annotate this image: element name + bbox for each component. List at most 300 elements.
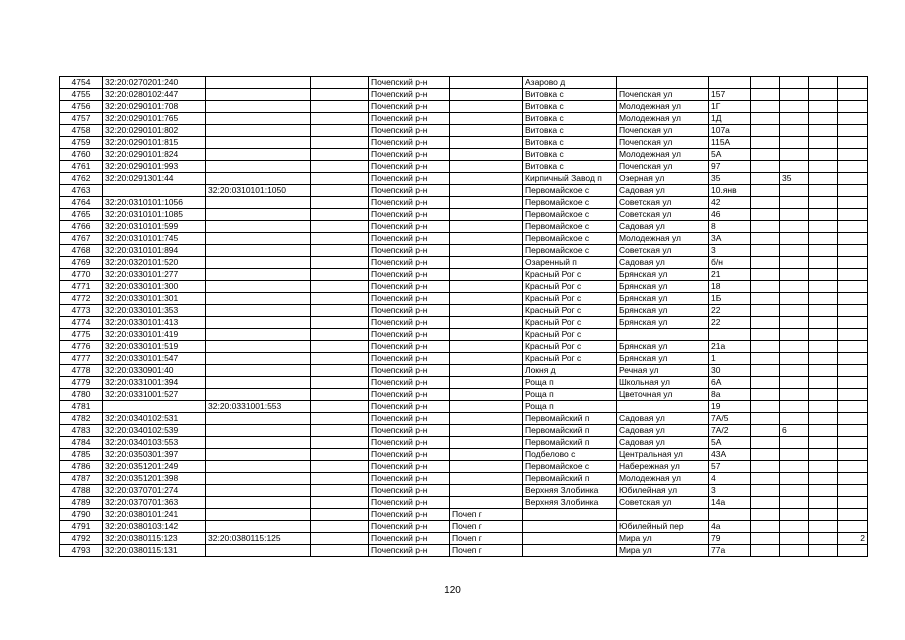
table-cell [809, 509, 838, 521]
table-cell [780, 497, 809, 509]
table-cell [809, 269, 838, 281]
table-cell [838, 233, 868, 245]
table-cell [780, 197, 809, 209]
table-cell [751, 293, 780, 305]
table-cell: 4763 [60, 185, 103, 197]
table-cell: Первомайское с [523, 233, 617, 245]
table-cell: Роща п [523, 401, 617, 413]
table-cell [450, 353, 523, 365]
table-cell: 32:20:0380115:125 [206, 533, 311, 545]
table-cell [206, 245, 311, 257]
table-cell [450, 269, 523, 281]
table-cell [450, 209, 523, 221]
table-cell [780, 269, 809, 281]
table-cell [206, 173, 311, 185]
table-cell [206, 413, 311, 425]
table-row [60, 77, 868, 89]
table-cell: Красный Рог с [523, 305, 617, 317]
table-cell: 8а [709, 389, 751, 401]
table-cell [751, 437, 780, 449]
table-cell [838, 77, 868, 89]
table-cell: 32:20:0330101:413 [103, 317, 206, 329]
table-cell: Центральная ул [617, 449, 709, 461]
table-cell: Почепский р-н [369, 425, 450, 437]
table-cell [751, 545, 780, 557]
table-cell [450, 305, 523, 317]
table-cell [838, 317, 868, 329]
table-row [60, 341, 868, 353]
table-cell [780, 485, 809, 497]
table-cell: Почеп г [450, 533, 523, 545]
table-cell [311, 317, 369, 329]
table-cell [206, 341, 311, 353]
table-cell [780, 221, 809, 233]
table-cell [206, 161, 311, 173]
table-cell [311, 497, 369, 509]
table-cell [809, 353, 838, 365]
table-cell [311, 173, 369, 185]
table-body [60, 77, 868, 557]
table-cell: Почепский р-н [369, 413, 450, 425]
table-row [60, 161, 868, 173]
table-cell: 18 [709, 281, 751, 293]
table-cell: 32:20:0290101:765 [103, 113, 206, 125]
table-cell [206, 425, 311, 437]
table-cell: 32:20:0380115:123 [103, 533, 206, 545]
table-cell [523, 521, 617, 533]
table-row [60, 101, 868, 113]
table-cell [780, 125, 809, 137]
table-cell [450, 437, 523, 449]
table-cell: 32:20:0280102:447 [103, 89, 206, 101]
table-cell: Брянская ул [617, 317, 709, 329]
table-cell [780, 461, 809, 473]
table-cell [838, 509, 868, 521]
table-cell [617, 329, 709, 341]
table-cell [617, 509, 709, 521]
table-cell [838, 197, 868, 209]
table-cell [751, 461, 780, 473]
table-row [60, 521, 868, 533]
table-cell: 4757 [60, 113, 103, 125]
table-cell [206, 365, 311, 377]
table-cell: Подбелово с [523, 449, 617, 461]
table-cell: Почепский р-н [369, 137, 450, 149]
table-cell: 32:20:0330101:519 [103, 341, 206, 353]
table-cell [809, 497, 838, 509]
table-cell: 4754 [60, 77, 103, 89]
table-cell [809, 125, 838, 137]
table-cell: Брянская ул [617, 281, 709, 293]
table-cell [838, 257, 868, 269]
table-cell [206, 137, 311, 149]
table-cell [809, 401, 838, 413]
table-row [60, 233, 868, 245]
table-cell: Садовая ул [617, 185, 709, 197]
table-cell [311, 533, 369, 545]
table-cell [751, 125, 780, 137]
table-cell [206, 77, 311, 89]
table-cell [780, 437, 809, 449]
table-cell [809, 377, 838, 389]
table-cell: Почеп г [450, 521, 523, 533]
table-cell [450, 161, 523, 173]
table-cell [780, 233, 809, 245]
table-cell [311, 77, 369, 89]
table-cell: Почепский р-н [369, 521, 450, 533]
table-cell: 22 [709, 317, 751, 329]
table-cell: Почепский р-н [369, 473, 450, 485]
table-cell: 32:20:0310101:1050 [206, 185, 311, 197]
table-cell: 32:20:0290101:802 [103, 125, 206, 137]
table-cell [838, 101, 868, 113]
table-cell [751, 245, 780, 257]
table-cell [450, 125, 523, 137]
table-cell [206, 197, 311, 209]
table-cell [780, 329, 809, 341]
table-cell: 4767 [60, 233, 103, 245]
table-cell: 32:20:0310101:1085 [103, 209, 206, 221]
table-cell: 42 [709, 197, 751, 209]
table-cell [838, 245, 868, 257]
table-cell: 14а [709, 497, 751, 509]
table-cell [206, 389, 311, 401]
table-cell [751, 377, 780, 389]
table-cell [751, 413, 780, 425]
table-cell [809, 413, 838, 425]
table-cell [311, 461, 369, 473]
table-cell: 4783 [60, 425, 103, 437]
table-cell [809, 329, 838, 341]
table-cell [206, 449, 311, 461]
table-cell [809, 449, 838, 461]
table-cell: 32:20:0340102:539 [103, 425, 206, 437]
table-row [60, 125, 868, 137]
table-cell [311, 149, 369, 161]
table-cell [311, 365, 369, 377]
table-cell [780, 413, 809, 425]
table-cell [450, 281, 523, 293]
table-cell: Почепский р-н [369, 257, 450, 269]
table-cell: 32:20:0351201:249 [103, 461, 206, 473]
table-cell [780, 245, 809, 257]
table-cell [780, 161, 809, 173]
table-cell [809, 161, 838, 173]
table-cell [838, 473, 868, 485]
table-row [60, 269, 868, 281]
table-cell: 4 [709, 473, 751, 485]
table-cell [838, 293, 868, 305]
table-cell [523, 533, 617, 545]
table-cell: 3 [709, 245, 751, 257]
table-cell [311, 329, 369, 341]
table-cell [311, 161, 369, 173]
table-cell: Почепский р-н [369, 365, 450, 377]
table-row [60, 173, 868, 185]
table-cell: Витовка с [523, 137, 617, 149]
table-cell: Мира ул [617, 533, 709, 545]
page-number: 120 [444, 585, 461, 596]
table-row [60, 317, 868, 329]
table-cell: 32:20:0331001:527 [103, 389, 206, 401]
table-cell [838, 341, 868, 353]
table-cell [838, 125, 868, 137]
table-cell [751, 365, 780, 377]
table-cell: 32:20:0310101:599 [103, 221, 206, 233]
table-cell: 4755 [60, 89, 103, 101]
table-cell [809, 77, 838, 89]
table-row [60, 497, 868, 509]
table-cell [709, 77, 751, 89]
table-cell: Юбилейный пер [617, 521, 709, 533]
table-cell: Почепский р-н [369, 125, 450, 137]
table-cell [838, 305, 868, 317]
table-cell: Почепский р-н [369, 89, 450, 101]
table-cell [311, 521, 369, 533]
table-cell [311, 449, 369, 461]
table-cell: Садовая ул [617, 257, 709, 269]
table-cell [103, 185, 206, 197]
table-cell [838, 437, 868, 449]
table-cell: Первомайский п [523, 437, 617, 449]
table-row [60, 425, 868, 437]
table-cell [450, 461, 523, 473]
table-cell [450, 173, 523, 185]
table-cell [311, 293, 369, 305]
table-cell: Первомайское с [523, 197, 617, 209]
table-cell: Почепский р-н [369, 101, 450, 113]
table-cell [450, 137, 523, 149]
table-cell [838, 353, 868, 365]
table-cell: 32:20:0290101:824 [103, 149, 206, 161]
table-cell: Брянская ул [617, 293, 709, 305]
table-cell: Первомайское с [523, 221, 617, 233]
table-cell [780, 401, 809, 413]
table-cell: б/н [709, 257, 751, 269]
table-cell [751, 89, 780, 101]
table-cell [780, 305, 809, 317]
table-cell: Брянская ул [617, 269, 709, 281]
table-cell: 4788 [60, 485, 103, 497]
table-cell: Витовка с [523, 113, 617, 125]
table-cell [311, 473, 369, 485]
table-cell [206, 113, 311, 125]
table-cell [751, 449, 780, 461]
table-cell [311, 401, 369, 413]
table-cell [809, 317, 838, 329]
table-cell: 2 [838, 533, 868, 545]
table-cell: Первомайский п [523, 413, 617, 425]
table-cell: Молодежная ул [617, 233, 709, 245]
table-cell: Почепский р-н [369, 161, 450, 173]
table-cell [809, 533, 838, 545]
table-cell [450, 377, 523, 389]
table-cell: 32:20:0331001:553 [206, 401, 311, 413]
table-cell [311, 137, 369, 149]
table-cell: 5А [709, 149, 751, 161]
table-cell [809, 173, 838, 185]
table-row [60, 437, 868, 449]
table-cell: 32:20:0331001:394 [103, 377, 206, 389]
table-cell [780, 281, 809, 293]
table-cell [809, 233, 838, 245]
table-cell: Почепский р-н [369, 485, 450, 497]
table-cell: Молодежная ул [617, 149, 709, 161]
table-cell: 4761 [60, 161, 103, 173]
table-cell: 6А [709, 377, 751, 389]
table-cell [617, 77, 709, 89]
table-cell [780, 509, 809, 521]
table-cell [838, 389, 868, 401]
table-cell [751, 473, 780, 485]
table-cell [751, 221, 780, 233]
table-cell: Красный Рог с [523, 317, 617, 329]
table-cell: Озаренный п [523, 257, 617, 269]
table-cell [709, 509, 751, 521]
table-cell: Садовая ул [617, 413, 709, 425]
table-cell: Брянская ул [617, 353, 709, 365]
table-cell [751, 389, 780, 401]
table-row [60, 413, 868, 425]
table-cell: Первомайское с [523, 209, 617, 221]
table-cell: Почепский р-н [369, 389, 450, 401]
table-cell [809, 89, 838, 101]
table-cell [809, 425, 838, 437]
table-cell: Школьная ул [617, 377, 709, 389]
table-cell [838, 161, 868, 173]
table-cell [838, 401, 868, 413]
table-cell: 6 [780, 425, 809, 437]
table-cell [780, 209, 809, 221]
table-cell: Витовка с [523, 161, 617, 173]
table-cell: Почепский р-н [369, 149, 450, 161]
table-cell [809, 185, 838, 197]
table-cell [780, 449, 809, 461]
table-cell [311, 221, 369, 233]
table-cell: 19 [709, 401, 751, 413]
table-cell [523, 545, 617, 557]
table-cell [780, 101, 809, 113]
table-cell [751, 149, 780, 161]
table-cell [311, 101, 369, 113]
table-row [60, 137, 868, 149]
table-cell [206, 221, 311, 233]
table-cell: 4768 [60, 245, 103, 257]
table-cell: 4791 [60, 521, 103, 533]
table-cell [450, 101, 523, 113]
table-cell: Цветочная ул [617, 389, 709, 401]
table-cell: Садовая ул [617, 221, 709, 233]
table-cell: Почепский р-н [369, 461, 450, 473]
table-cell: 4792 [60, 533, 103, 545]
table-cell [311, 269, 369, 281]
table-cell: Верхняя Злобинка [523, 497, 617, 509]
table-row [60, 473, 868, 485]
table-cell: 32:20:0290101:815 [103, 137, 206, 149]
table-cell [311, 305, 369, 317]
table-cell [809, 341, 838, 353]
table-cell [450, 365, 523, 377]
table-cell: Почепский р-н [369, 197, 450, 209]
table-cell [809, 221, 838, 233]
table-cell: Роща п [523, 377, 617, 389]
table-cell [206, 269, 311, 281]
table-cell [780, 317, 809, 329]
table-cell [751, 101, 780, 113]
table-cell [780, 293, 809, 305]
table-cell [780, 533, 809, 545]
table-cell: Почепский р-н [369, 209, 450, 221]
table-cell [751, 305, 780, 317]
table-cell [809, 305, 838, 317]
table-cell [838, 173, 868, 185]
table-cell [450, 485, 523, 497]
table-cell: Почепский р-н [369, 305, 450, 317]
table-cell: 4781 [60, 401, 103, 413]
table-cell: Почепский р-н [369, 329, 450, 341]
table-cell [311, 437, 369, 449]
table-cell [780, 149, 809, 161]
table-cell [751, 485, 780, 497]
table-row [60, 509, 868, 521]
table-cell: 43А [709, 449, 751, 461]
table-cell: Почепский р-н [369, 113, 450, 125]
table-cell [450, 449, 523, 461]
table-cell [809, 365, 838, 377]
table-cell [780, 89, 809, 101]
table-cell [206, 209, 311, 221]
table-cell: Красный Рог с [523, 329, 617, 341]
table-cell [751, 401, 780, 413]
table-cell [206, 461, 311, 473]
table-cell [780, 353, 809, 365]
table-row [60, 365, 868, 377]
table-cell: Почепский р-н [369, 185, 450, 197]
table-cell [780, 473, 809, 485]
table-cell: 4778 [60, 365, 103, 377]
table-cell [206, 257, 311, 269]
table-cell [809, 545, 838, 557]
table-cell: 32:20:0320101:520 [103, 257, 206, 269]
table-cell: 32:20:0330901:40 [103, 365, 206, 377]
table-cell: Молодежная ул [617, 101, 709, 113]
table-cell [838, 449, 868, 461]
table-cell: 32:20:0330101:301 [103, 293, 206, 305]
table-cell [780, 389, 809, 401]
table-cell: 32:20:0291301:44 [103, 173, 206, 185]
table-cell: Садовая ул [617, 425, 709, 437]
table-row [60, 545, 868, 557]
table-cell: Советская ул [617, 245, 709, 257]
table-cell: 7А/2 [709, 425, 751, 437]
table-cell [838, 497, 868, 509]
table-cell [751, 233, 780, 245]
table-cell [450, 473, 523, 485]
table-cell [751, 353, 780, 365]
table-cell [450, 185, 523, 197]
table-cell: 4769 [60, 257, 103, 269]
table-cell: Красный Рог с [523, 281, 617, 293]
table-cell [206, 317, 311, 329]
table-cell [311, 185, 369, 197]
table-cell: Садовая ул [617, 437, 709, 449]
table-cell [780, 545, 809, 557]
table-cell: 32:20:0330101:419 [103, 329, 206, 341]
table-cell: 22 [709, 305, 751, 317]
table-cell: Юбилейная ул [617, 485, 709, 497]
table-cell [809, 149, 838, 161]
table-cell: 4а [709, 521, 751, 533]
